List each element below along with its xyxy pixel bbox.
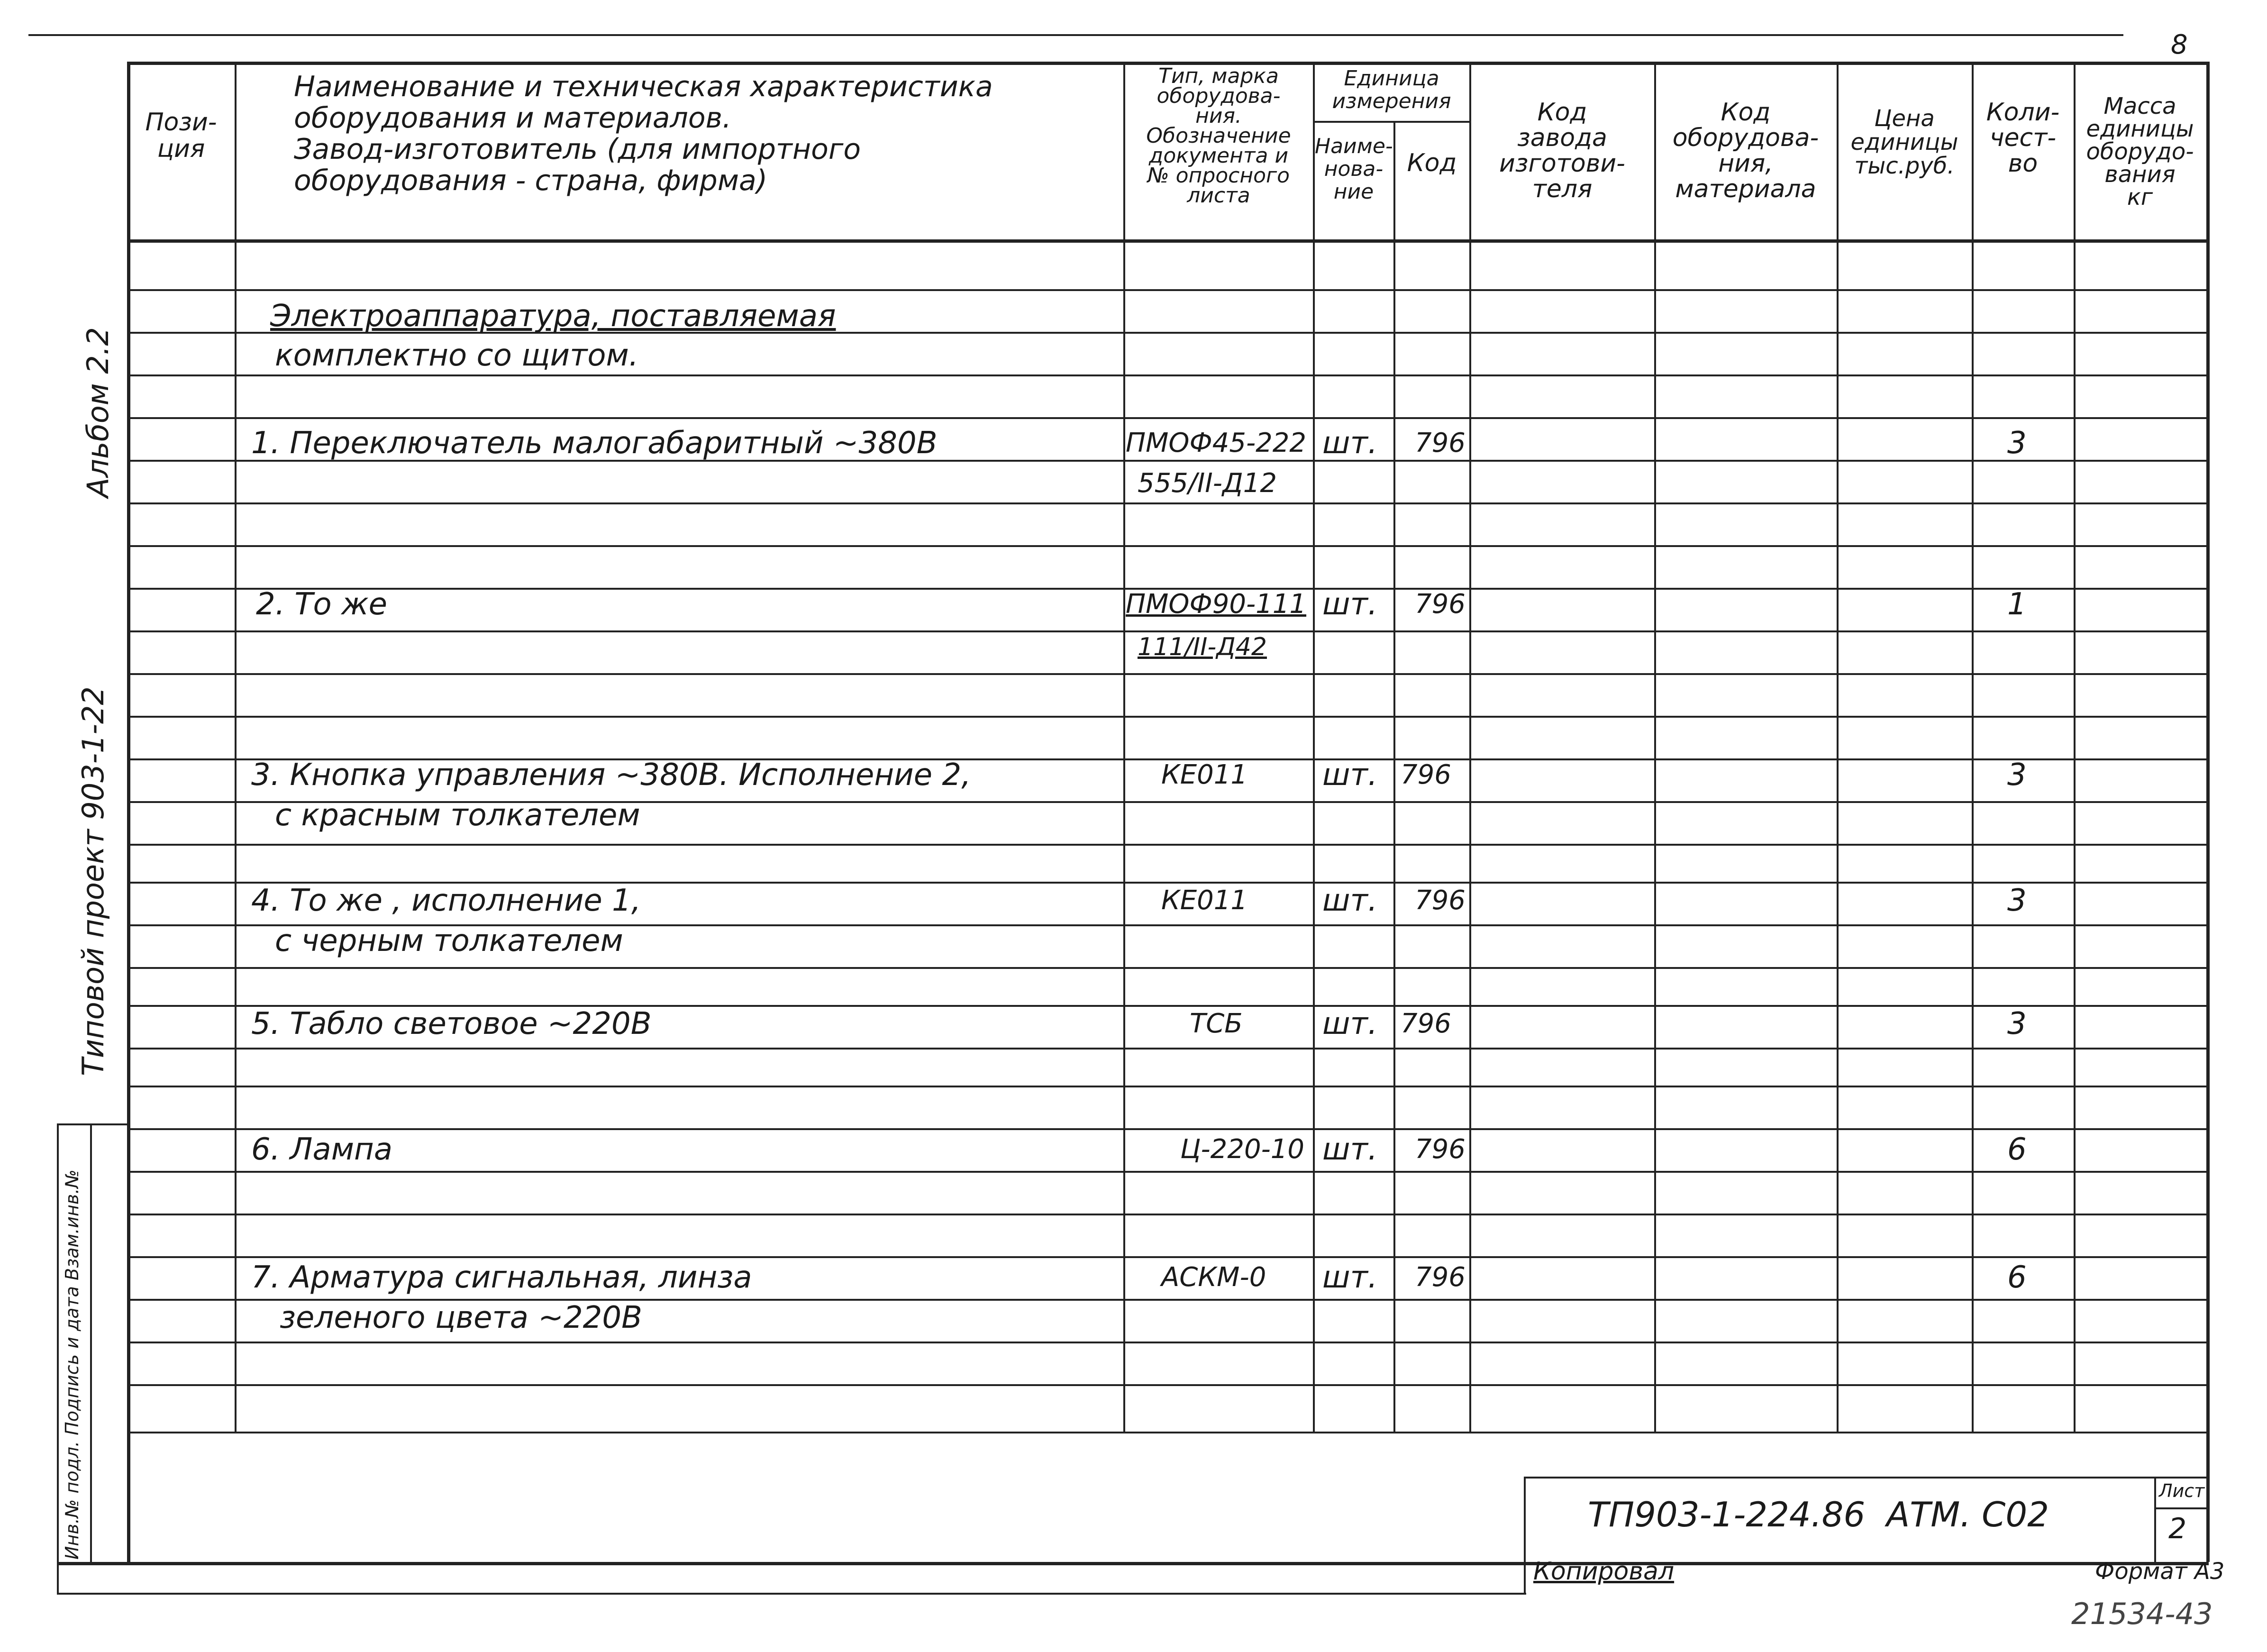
- row-line: [127, 545, 2208, 547]
- col-line: [2074, 62, 2076, 1432]
- col-line: [235, 62, 237, 1432]
- sheet-label: Лист: [2159, 1480, 2205, 1501]
- stamp-box-top: [1524, 1477, 2206, 1479]
- row-line: [127, 374, 2208, 376]
- item-type-doc: 111/II-Д42: [1138, 633, 1267, 661]
- section-title-cont: комплектно со щитом.: [275, 338, 639, 373]
- item-qty: 6: [2007, 1260, 2027, 1295]
- item-name: 7. Арматура сигнальная, линза: [251, 1260, 752, 1295]
- frame-bottom: [57, 1562, 2209, 1565]
- frame-left: [127, 62, 130, 1562]
- item-type: АСКМ-0: [1161, 1262, 1266, 1293]
- header-type: Тип, марка оборудова- ния. Обозначение документа и № опросного листа: [1146, 64, 1291, 208]
- item-unit: шт.: [1322, 883, 1378, 918]
- item-type: ТСБ: [1190, 1008, 1243, 1039]
- row-line: [127, 1256, 2208, 1258]
- row-line: [127, 289, 2208, 291]
- row-line: [127, 844, 2208, 846]
- header-bottom: [127, 239, 2208, 243]
- format-label: Формат А3: [2095, 1558, 2225, 1585]
- item-type: КЕ011: [1161, 885, 1248, 916]
- unit-group-line: [1313, 121, 1469, 123]
- item-qty: 3: [2007, 758, 2027, 793]
- item-code: 796: [1401, 759, 1451, 790]
- copied-label: Копировал: [1533, 1557, 1675, 1586]
- inventory-stamp: Инв.№ подл. Подпись и дата Взам.инв.№: [62, 1169, 82, 1560]
- header-equipment-code: Код оборудова- ния, материала: [1672, 98, 1819, 203]
- row-line: [127, 1214, 2208, 1215]
- item-unit: шт.: [1322, 426, 1378, 461]
- col-line: [1313, 62, 1315, 1432]
- item-unit: шт.: [1322, 1260, 1378, 1295]
- corner-mark: 8: [2171, 29, 2188, 60]
- item-type: ПМОФ90-111: [1126, 589, 1307, 620]
- stamp-col-line: [90, 1123, 92, 1562]
- item-code: 796: [1415, 1134, 1466, 1165]
- col-line: [1972, 62, 1974, 1432]
- item-type: КЕ011: [1161, 759, 1248, 790]
- col-line: [1654, 62, 1656, 1432]
- col-line: [1393, 121, 1395, 1432]
- row-line: [127, 417, 2208, 419]
- item-qty: 3: [2007, 1006, 2027, 1041]
- item-unit: шт.: [1322, 1006, 1378, 1041]
- row-line: [127, 1342, 2208, 1343]
- item-qty: 3: [2007, 883, 2027, 918]
- row-line: [127, 1432, 2208, 1433]
- bottom-margin-line: [57, 1593, 1526, 1595]
- item-qty: 1: [2007, 587, 2027, 622]
- item-name: 5. Табло световое ~220В: [251, 1006, 652, 1041]
- row-line: [127, 1048, 2208, 1050]
- item-name-cont: с красным толкателем: [275, 798, 640, 833]
- header-unit-code: Код: [1407, 149, 1457, 177]
- header-price: Цена единицы тыс.руб.: [1850, 105, 1958, 179]
- item-code: 796: [1415, 428, 1466, 458]
- item-unit: шт.: [1322, 587, 1378, 622]
- item-code: 796: [1415, 589, 1466, 620]
- item-qty: 3: [2007, 426, 2027, 461]
- item-unit: шт.: [1322, 758, 1378, 793]
- row-line: [127, 716, 2208, 718]
- item-code: 796: [1415, 1262, 1466, 1293]
- project-label: Типовой проект 903-1-22: [76, 686, 110, 1076]
- header-factory-code: Код завода изготови- теля: [1499, 98, 1625, 203]
- row-line: [127, 967, 2208, 969]
- row-line: [127, 502, 2208, 504]
- item-code: 796: [1415, 885, 1466, 916]
- row-line: [127, 1086, 2208, 1087]
- frame-right: [2206, 62, 2210, 1562]
- header-unit-name: Наиме- нова- ние: [1315, 134, 1393, 204]
- item-name: 3. Кнопка управления ~380В. Исполнение 2,: [251, 758, 971, 793]
- col-line: [1469, 62, 1471, 1432]
- sheet-number: 2: [2168, 1512, 2187, 1545]
- item-type: ПМОФ45-222: [1126, 428, 1307, 458]
- doc-code: ТП903-1-224.86: [1588, 1495, 1866, 1534]
- header-mass: Масса единицы оборудо- вания кг: [2086, 93, 2194, 210]
- item-name: 1. Переключатель малогабаритный ~380В: [251, 426, 938, 461]
- row-line: [127, 673, 2208, 675]
- header-unit-group: Единица измерения: [1332, 66, 1451, 113]
- stamp-box-left: [1524, 1477, 1526, 1593]
- col-line: [1837, 62, 1839, 1432]
- item-name-cont: зеленого цвета ~220В: [280, 1300, 642, 1335]
- header-qty: Коли- чест- во: [1986, 98, 2060, 178]
- item-code: 796: [1401, 1008, 1451, 1039]
- col-line: [1123, 62, 1125, 1432]
- stamp-sheet-line: [2154, 1477, 2156, 1562]
- left-margin-line: [57, 1123, 59, 1593]
- item-name: 2. То же: [256, 587, 388, 622]
- archive-number: 21534-43: [2071, 1597, 2213, 1631]
- item-name: 4. То же , исполнение 1,: [251, 883, 641, 918]
- item-unit: шт.: [1322, 1132, 1378, 1167]
- top-margin-line: [28, 34, 2123, 36]
- item-type: Ц-220-10: [1180, 1134, 1305, 1165]
- item-qty: 6: [2007, 1132, 2027, 1167]
- header-position: Пози- ция: [145, 108, 217, 163]
- doc-mark: АТМ. С02: [1886, 1495, 2049, 1534]
- row-line: [127, 1128, 2208, 1130]
- item-name: 6. Лампа: [251, 1132, 393, 1167]
- item-type-doc: 555/II-Д12: [1138, 468, 1277, 499]
- row-line: [127, 1384, 2208, 1386]
- section-title: Электроаппаратура, поставляемая: [270, 299, 836, 334]
- album-label: Альбом 2.2: [81, 327, 115, 498]
- item-name-cont: с черным толкателем: [275, 923, 623, 958]
- row-line: [127, 1171, 2208, 1173]
- header-name: Наименование и техническая характеристика оборудования и материалов. Завод-изготовитель (для импортного оборудования - страна, фирма): [294, 70, 993, 197]
- stamp-sheet-split: [2154, 1507, 2206, 1509]
- stamp-row-line: [57, 1123, 127, 1125]
